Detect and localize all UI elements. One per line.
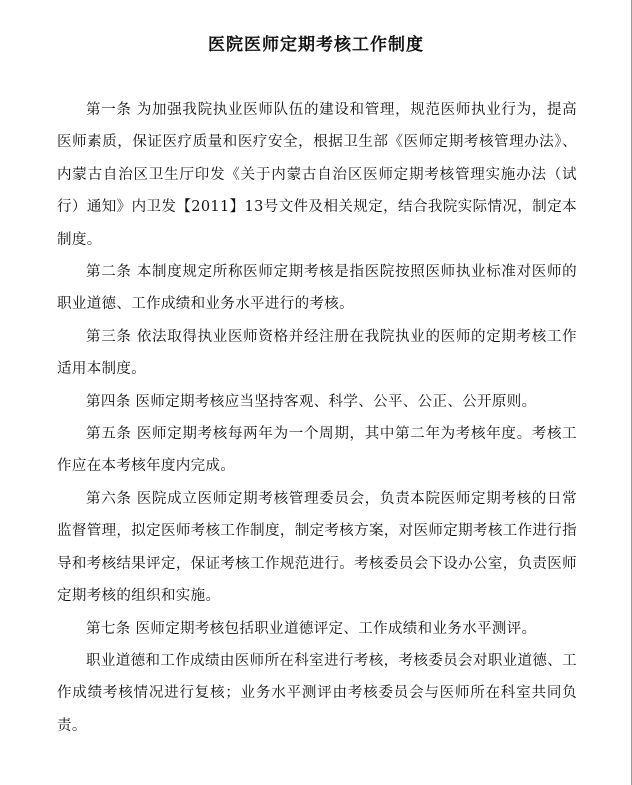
article-2-paragraph: 第二条 本制度规定所称医师定期考核是指医院按照医师执业标准对医师的职业道德、工作成绩和业务水平进行的考核。 (57, 264, 577, 313)
article-1-paragraph: 第一条 为加强我院执业医师队伍的建设和管理，规范医师执业行为，提高医师素质，保证医疗质量和医疗安全，根据卫生部《医师定期考核管理办法》、内蒙古自治区卫生厅印发《关于内蒙古自治区医师定期考核管理实施办法（试行）通知》内卫发【2011】13号文件及相关规定，结合我院实际情况，制定本制度。 (57, 102, 577, 248)
article-3-paragraph: 第三条 依法取得执业医师资格并经注册在我院执业的医师的定期考核工作适用本制度。 (57, 328, 577, 378)
document-body (57, 94, 577, 742)
article-4-paragraph: 第四条 医师定期考核应当坚持客观、科学、公平、公正、公开原则。 (86, 393, 537, 410)
article-7-paragraph: 第七条 医师定期考核包括职业道德评定、工作成绩和业务水平测评。 (86, 620, 537, 637)
article-6-paragraph: 第六条 医院成立医师定期考核管理委员会，负责本院医师定期考核的日常监督管理，拟定医师考核工作制度，制定考核方案，对医师定期考核工作进行指导和考核结果评定，保证考核工作规范进行。考核委员会下设办公室，负责医师定期考核的组织和实施。 (57, 490, 577, 605)
article-7-detail-paragraph: 职业道德和工作成绩由医师所在科室进行考核，考核委员会对职业道德、工作成绩考核情况进行复核；业务水平测评由考核委员会与医师所在科室共同负责。 (57, 652, 577, 734)
document-title: 医院医师定期考核工作制度 (208, 35, 424, 55)
article-5-paragraph: 第五条 医师定期考核每两年为一个周期，其中第二年为考核年度。考核工作应在本考核年度内完成。 (57, 426, 577, 475)
